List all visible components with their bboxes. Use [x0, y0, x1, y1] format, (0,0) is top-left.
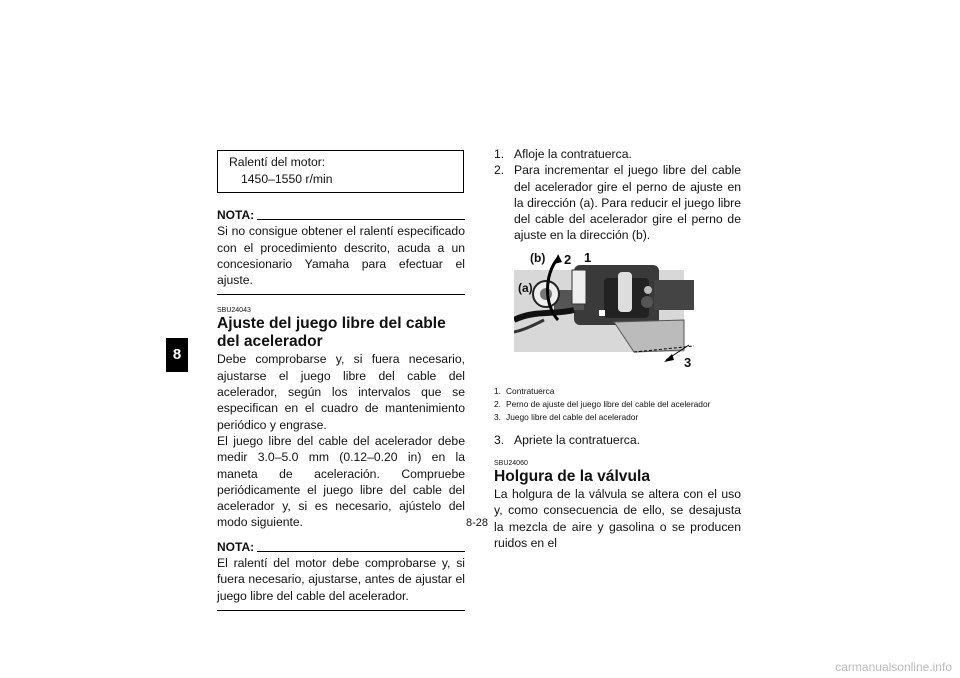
callout-2: 2 [564, 251, 572, 267]
step-text: Para incrementar el juego libre del cable del acelerador gire el perno de ajuste en la dirección (a). Para reducir el juego libre del cable del acelerador gire el perno de ajuste en la dirección (b). [514, 163, 741, 243]
throttle-figure [514, 250, 694, 375]
nota-label: NOTA: [217, 208, 255, 222]
spec-box [217, 150, 464, 193]
steps-list [494, 146, 741, 244]
divider [217, 294, 465, 295]
caption-number: 1. [494, 385, 501, 396]
section-paragraph: Debe comprobarse y, si fuera necesario, ajustarse el juego libre del cable del acelerador, según los intervalos que se especifican en el cuadro de mantenimiento periódico y engrase. [217, 352, 465, 432]
step-number: 2. [494, 163, 505, 178]
callout-1: 1 [584, 249, 592, 265]
right-column [494, 146, 741, 551]
caption-item [494, 398, 741, 411]
step-item [494, 432, 741, 448]
throttle-illustration [514, 250, 694, 375]
caption-text: Juego libre del cable del acelerador [506, 411, 639, 422]
watermark: carmanualsonline.info [835, 660, 952, 674]
step-text: Afloje la contratuerca. [514, 147, 632, 161]
figure-captions [494, 385, 741, 424]
label-a: (a) [518, 280, 533, 295]
step-text: Apriete la contratuerca. [514, 432, 641, 447]
left-column [217, 150, 465, 611]
divider [217, 610, 465, 611]
page-number: 8-28 [466, 517, 489, 529]
label-b: (b) [530, 250, 546, 265]
section-code: SBU24060 [494, 460, 528, 468]
section-title: Ajuste del juego libre del cable del acelerador [217, 315, 446, 351]
caption-text: Contratuerca [506, 385, 555, 396]
section-paragraph: El juego libre del cable del acelerador debe medir 3.0–5.0 mm (0.12–0.20 in) en la maneta de aceleración. Compruebe periódicamente el juego libre del cable del acelerador y, si es necesario, ajústelo del modo siguiente. [217, 433, 465, 530]
step-item [494, 162, 741, 243]
section-code: SBU24043 [217, 307, 251, 315]
nota-label: NOTA: [217, 539, 255, 554]
section-title: Holgura de la válvula [494, 468, 650, 486]
step-number: 3. [494, 432, 505, 447]
section-paragraph: La holgura de la válvula se altera con el uso y, como consecuencia de ello, se desajusta la mezcla de aire y gasolina o se producen ruidos en el [494, 487, 741, 550]
caption-number: 3. [494, 411, 501, 422]
caption-item [494, 411, 741, 424]
caption-number: 2. [494, 398, 501, 409]
nota-heading [217, 539, 465, 555]
steps-list [494, 432, 741, 448]
caption-item [494, 385, 741, 398]
step-item [494, 146, 741, 162]
spec-value: 1450–1550 r/min [241, 171, 333, 186]
nota-text: Si no consigue obtener el ralentí especificado con el procedimiento descrito, acuda a un concesionario Yamaha para efectuar el ajuste. [217, 224, 465, 288]
step-number: 1. [494, 147, 505, 161]
chapter-tab: 8 [166, 338, 188, 372]
nota-text: El ralentí del motor debe comprobarse y, si fuera necesario, ajustarse, antes de ajustar el juego libre del cable del acelerador. [217, 556, 465, 603]
callout-3: 3 [684, 354, 692, 370]
nota-heading [217, 207, 465, 223]
spec-label: Ralentí del motor: [229, 155, 326, 169]
caption-text: Perno de ajuste del juego libre del cable del acelerador [506, 398, 711, 409]
